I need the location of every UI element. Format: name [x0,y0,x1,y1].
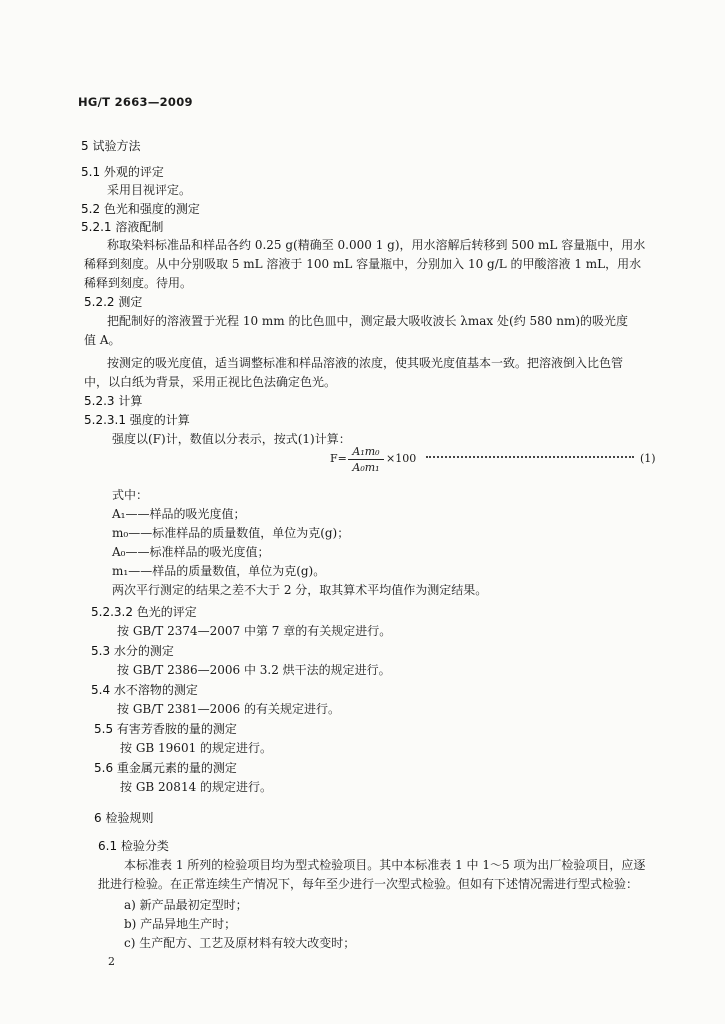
paragraph-line: 按测定的吸光度值，适当调整标准和样品溶液的浓度，使其吸光度值基本一致。把溶液倒入比色管 [107,356,624,370]
clause-5-6-heading: 5.6 重金属元素的量的测定 [94,761,237,775]
paragraph-line: 两次平行测定的结果之差不大于 2 分，取其算术平均值作为测定结果。 [112,583,488,597]
clause-6-1-heading: 6.1 检验分类 [98,839,169,853]
formula-leader-dots [426,452,634,458]
formula-lhs: F= [330,452,347,465]
formula-numerator: A₁m₀ [348,444,384,460]
section-6-test-methods: 5 试验方法 [81,139,141,153]
paragraph-line: 按 GB/T 2381—2006 的有关规定进行。 [117,702,340,716]
paragraph-line: 稀释到刻度。从中分别吸取 5 mL 溶液于 100 mL 容量瓶中，分别加入 10 g/L 的甲酸溶液 1 mL，用水 [84,257,642,271]
paragraph-line: 强度以(F)计，数值以分表示，按式(1)计算： [112,432,351,446]
list-item: c) 生产配方、工艺及原材料有较大改变时； [124,936,356,950]
paragraph-line: 式中： [112,488,149,502]
paragraph-line: 按 GB/T 2374—2007 中第 7 章的有关规定进行。 [117,624,392,638]
formula-multiplier: ×100 [386,452,417,465]
clause-5-4-heading: 5.4 水不溶物的测定 [91,683,198,697]
formula-fraction [348,444,384,475]
clause-5-2-3-heading: 5.2.3 计算 [84,394,143,408]
equation-number: (1) [640,452,656,465]
paragraph-line: 按 GB 20814 的规定进行。 [120,780,273,794]
paragraph-line: 按 GB 19601 的规定进行。 [120,741,273,755]
paragraph-line: 稀释到刻度。待用。 [84,276,193,290]
list-item: a) 新产品最初定型时； [124,898,248,912]
section-6-inspection-rules: 6 检验规则 [94,811,154,825]
paragraph-line: 本标准表 1 所列的检验项目均为型式检验项目。其中本标准表 1 中 1～5 项为出厂检验项目，应逐 [124,858,646,872]
clause-5-2-3-2-heading: 5.2.3.2 色光的评定 [91,605,197,619]
variable-definition: A₀——标准样品的吸光度值； [112,545,270,559]
clause-5-2-2-heading: 5.2.2 测定 [84,295,143,309]
variable-definition: m₁——样品的质量数值，单位为克(g)。 [112,564,326,578]
standard-code: HG/T 2663—2009 [78,95,193,109]
clause-5-2-3-1-heading: 5.2.3.1 强度的计算 [84,413,190,427]
paragraph-line: 批进行检验。在正常连续生产情况下，每年至少进行一次型式检验。但如有下述情况需进行型式检验： [98,877,639,891]
clause-5-5-heading: 5.5 有害芳香胺的量的测定 [94,722,237,736]
formula-denominator: A₀m₁ [352,461,380,474]
paragraph-line: 值 A。 [84,333,121,347]
paragraph-line: 把配制好的溶液置于光程 10 mm 的比色皿中，测定最大吸收波长 λmax 处(约 580 nm)的吸光度 [107,314,629,328]
list-item: b) 产品异地生产时； [124,917,237,931]
page-number: 2 [108,955,115,968]
clause-5-1-heading: 5.1 外观的评定 [81,165,164,179]
clause-5-2-1-heading: 5.2.1 溶液配制 [81,220,164,234]
paragraph-line: 按 GB/T 2386—2006 中 3.2 烘干法的规定进行。 [117,663,391,677]
clause-5-2-heading: 5.2 色光和强度的测定 [81,202,200,216]
paragraph-line: 中，以白纸为背景，采用正视比色法确定色光。 [84,375,337,389]
paragraph-line: 采用目视评定。 [107,183,192,197]
variable-definition: m₀——标准样品的质量数值，单位为克(g)； [112,526,350,540]
variable-definition: A₁——样品的吸光度值； [112,507,246,521]
paragraph-line: 称取染料标准品和样品各约 0.25 g(精确至 0.000 1 g)，用水溶解后转移到 500 mL 容量瓶中，用水 [107,238,646,252]
clause-5-3-heading: 5.3 水分的测定 [91,644,174,658]
